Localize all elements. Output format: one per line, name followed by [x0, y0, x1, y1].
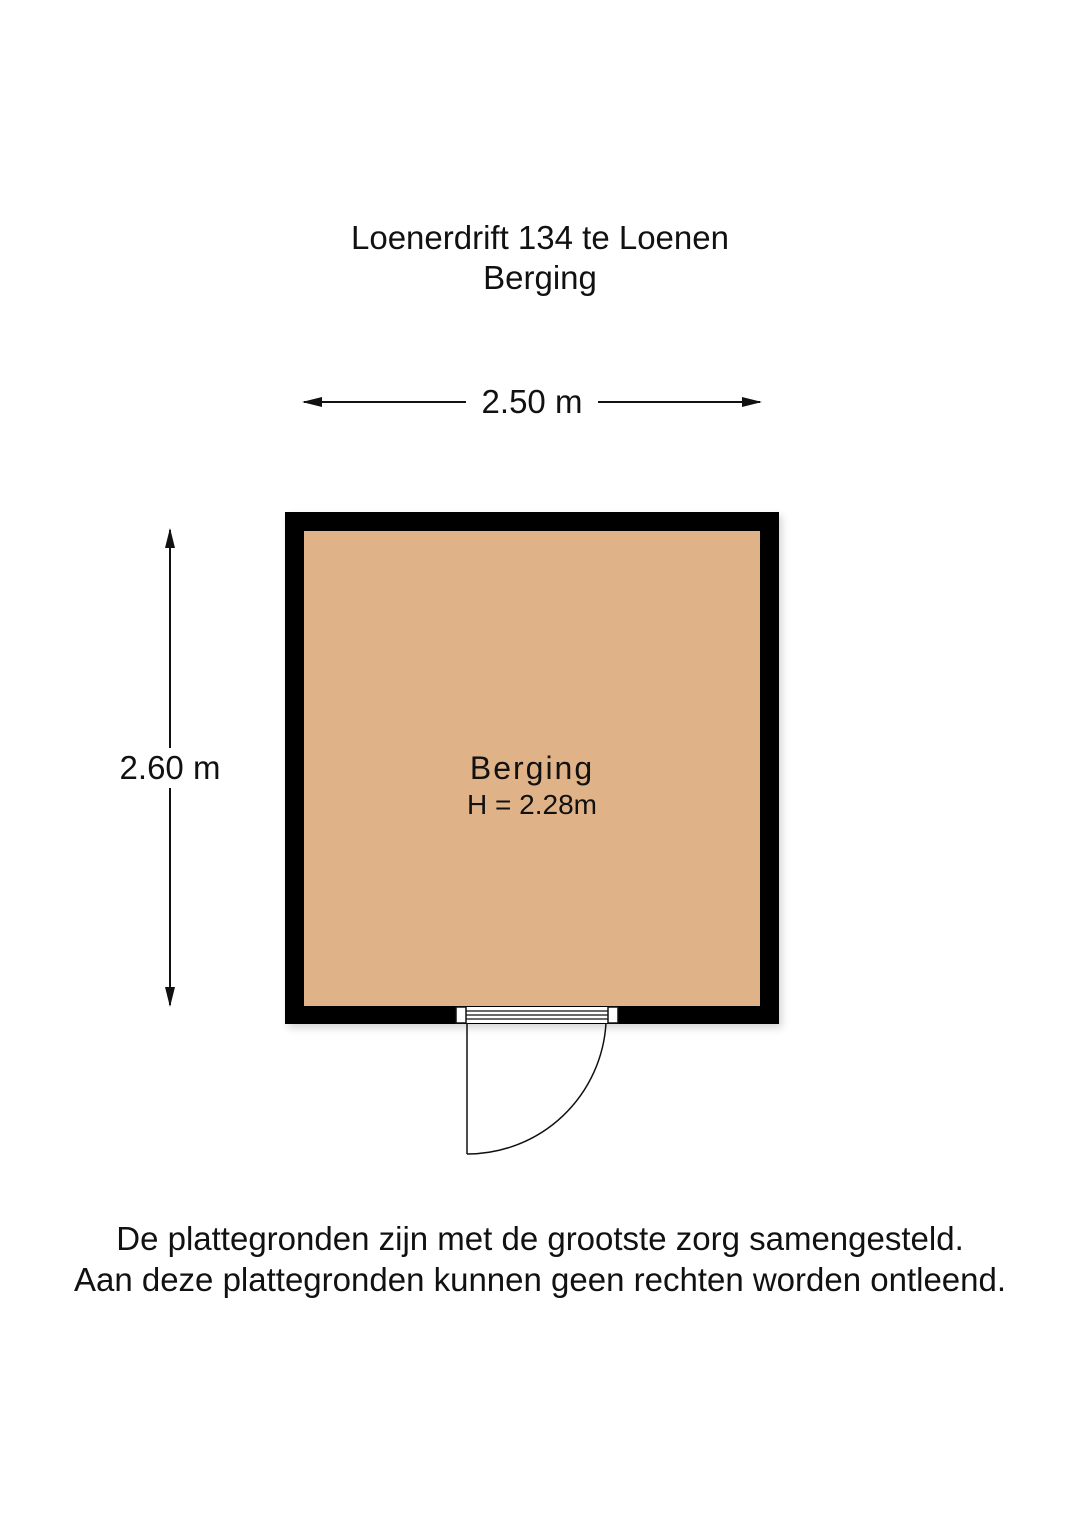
- width-dimension-label: 2.50 m: [466, 382, 598, 422]
- room-label: [432, 748, 632, 822]
- room-name: Berging: [469, 750, 595, 786]
- room-ceiling-height: H = 2.28m: [467, 789, 597, 820]
- disclaimer-line-1: De plattegronden zijn met de grootste zorg samengesteld.: [116, 1220, 964, 1257]
- plan-title: [0, 218, 1080, 298]
- disclaimer-line-2: Aan deze plattegronden kunnen geen rechten worden ontleend.: [73, 1261, 1007, 1298]
- door-swing-arc: [467, 1023, 606, 1154]
- height-dimension-label: 2.60 m: [108, 748, 232, 788]
- floor-subtitle: Berging: [483, 259, 597, 296]
- door-jamb-right: [608, 1007, 618, 1023]
- disclaimer: [0, 1218, 1080, 1300]
- door-jamb-left: [456, 1007, 466, 1023]
- address-title: Loenerdrift 134 te Loenen: [351, 219, 729, 256]
